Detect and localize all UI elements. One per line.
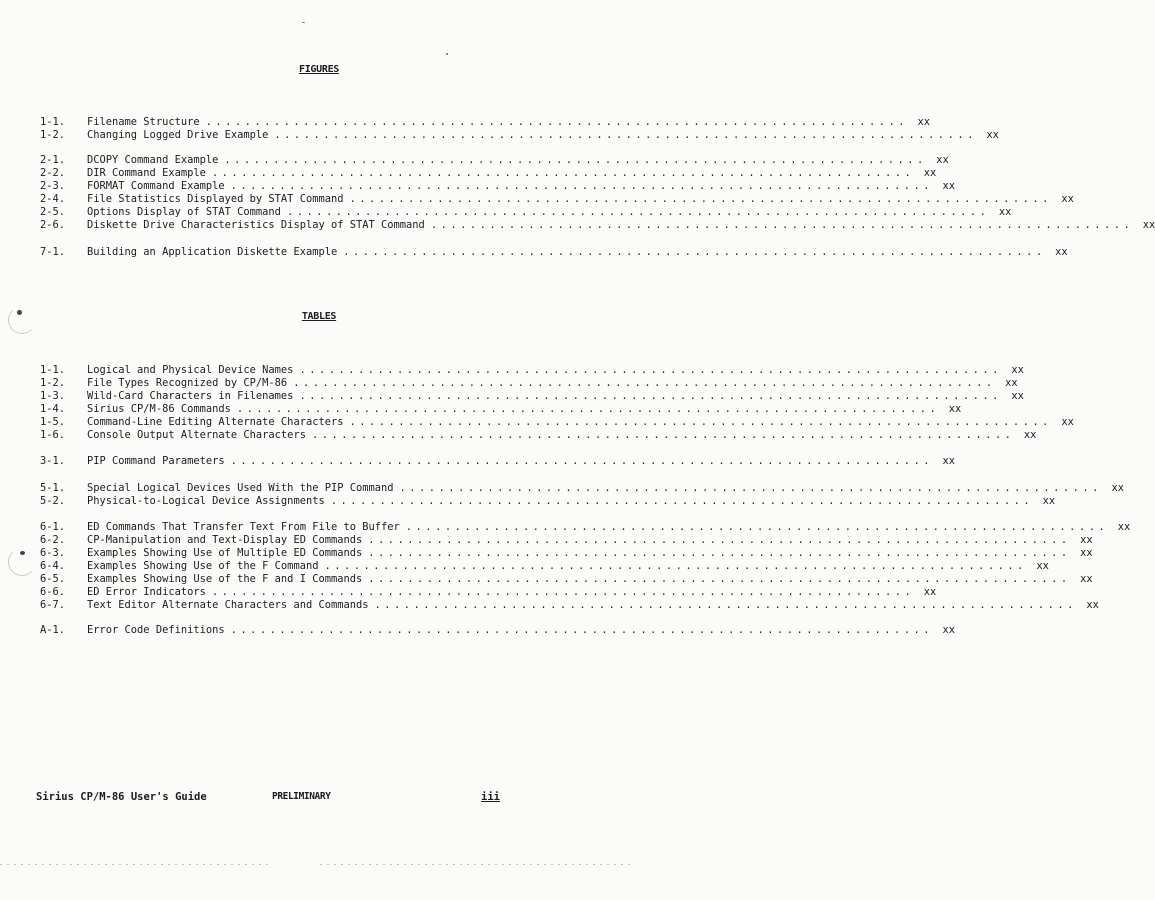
entry-number: 2-5. [40, 206, 66, 218]
entry-title: Special Logical Devices Used With the PIP Command [87, 482, 394, 494]
entry-title: File Statistics Displayed by STAT Command [87, 193, 344, 205]
entry-title: FORMAT Command Example [87, 180, 225, 192]
entry-title: Examples Showing Use of Multiple ED Commands [87, 547, 363, 559]
entry-number: 2-3. [40, 180, 66, 192]
figure-entry [40, 245, 1068, 259]
entry-number: A-1. [40, 624, 66, 636]
entry-page: xx [1061, 416, 1074, 428]
entry-number: 7-1. [40, 246, 66, 258]
tables-heading: TABLES [301, 311, 337, 322]
entry-page: xx [1086, 599, 1099, 611]
table-entry [40, 402, 962, 416]
entry-number: 3-1. [40, 455, 66, 467]
entry-title: PIP Command Parameters [87, 455, 225, 467]
dot-leader: ........................................................................ [349, 193, 1052, 205]
dot-leader: ........................................................................ [374, 599, 1077, 611]
table-entry [40, 533, 1093, 547]
entry-number: 6-3. [40, 547, 66, 559]
figure-entry [40, 128, 999, 142]
scan-speck [302, 22, 305, 23]
entry-title: File Types Recognized by CP/M-86 [87, 377, 288, 389]
scan-edge-noise [320, 864, 630, 865]
entry-number: 1-6. [40, 429, 66, 441]
entry-number: 1-4. [40, 403, 66, 415]
dot-leader: ........................................................................ [236, 403, 940, 415]
entry-number: 2-2. [40, 167, 66, 179]
figure-entry [40, 166, 937, 180]
entry-number: 1-2. [40, 377, 66, 389]
table-entry [40, 363, 1024, 377]
entry-number: 6-5. [40, 573, 66, 585]
entry-page: xx [986, 129, 999, 141]
entry-page: xx [1042, 495, 1056, 507]
table-entry [40, 520, 1131, 534]
entry-title: Error Code Definitions [87, 624, 225, 636]
figure-entry [40, 192, 1074, 206]
dot-leader: ........................................................................ [211, 167, 915, 179]
entry-title: Console Output Alternate Characters [87, 429, 306, 441]
table-entry [40, 389, 1024, 403]
entry-page: xx [923, 586, 937, 598]
dot-leader: ........................................................................ [330, 495, 1034, 507]
entry-page: xx [1011, 364, 1024, 376]
dot-leader: ........................................................................ [230, 455, 934, 467]
dot-leader: ........................................................................ [368, 573, 1071, 585]
entry-page: xx [1080, 573, 1093, 585]
dot-leader: ........................................................................ [293, 377, 996, 389]
dot-leader: ........................................................................ [299, 364, 1002, 376]
entry-page: xx [1036, 560, 1049, 572]
entry-title: Command-Line Editing Alternate Characters [87, 416, 344, 428]
entry-title: ED Error Indicators [87, 586, 206, 598]
figure-entry [40, 218, 1155, 232]
entry-number: 5-1. [40, 482, 66, 494]
dot-leader: ........................................................................ [399, 482, 1102, 494]
dot-leader: ........................................................................ [405, 521, 1109, 533]
entry-number: 5-2. [40, 495, 66, 507]
entry-page: xx [1080, 534, 1093, 546]
entry-title: ED Commands That Transfer Text From File to Buffer [87, 521, 400, 533]
entry-page: xx [998, 206, 1012, 218]
entry-page: xx [1142, 219, 1155, 231]
figure-entry [40, 153, 949, 167]
table-entry [40, 428, 1037, 442]
entry-title: Wild-Card Characters in Filenames [87, 390, 294, 402]
entry-page: xx [1061, 193, 1074, 205]
entry-number: 2-6. [40, 219, 66, 231]
entry-number: 2-4. [40, 193, 66, 205]
entry-number: 1-1. [40, 116, 66, 128]
figures-heading: FIGURES [298, 64, 340, 75]
table-entry [40, 546, 1093, 560]
footer-preliminary-label: PRELIMINARY [272, 791, 331, 802]
table-entry [40, 481, 1124, 495]
entry-page: xx [1080, 547, 1093, 559]
entry-page: xx [1111, 482, 1124, 494]
entry-title: Physical-to-Logical Device Assignments [87, 495, 325, 507]
entry-title: DIR Command Example [87, 167, 206, 179]
footer-document-title: Sirius CP/M-86 User's Guide [36, 791, 207, 803]
table-entry [40, 376, 1018, 390]
entry-title: Building an Application Diskette Example [87, 246, 338, 258]
figure-entry [40, 115, 931, 129]
dot-leader: ........................................................................ [299, 390, 1002, 402]
entry-number: 1-2. [40, 129, 66, 141]
entry-title: Diskette Drive Characteristics Display of STAT Command [87, 219, 425, 231]
entry-number: 1-5. [40, 416, 66, 428]
scan-speck [20, 551, 25, 555]
entry-page: xx [936, 154, 949, 166]
entry-page: xx [1055, 246, 1068, 258]
entry-number: 2-1. [40, 154, 66, 166]
entry-page: xx [948, 403, 962, 415]
dot-leader: ........................................................................ [343, 246, 1046, 258]
table-entry [40, 559, 1049, 573]
table-entry [40, 585, 937, 599]
punch-hole-mark [8, 306, 36, 334]
entry-title: Filename Structure [87, 116, 200, 128]
entry-title: Sirius CP/M-86 Commands [87, 403, 231, 415]
table-entry [40, 494, 1056, 508]
dot-leader: ........................................................................ [368, 534, 1071, 546]
entry-number: 6-2. [40, 534, 66, 546]
dot-leader: ........................................................................ [324, 560, 1027, 572]
entry-number: 6-1. [40, 521, 66, 533]
dot-leader: ........................................................................ [230, 624, 934, 636]
entry-number: 6-6. [40, 586, 66, 598]
figure-entry [40, 179, 956, 193]
entry-page: xx [923, 167, 937, 179]
dot-leader: ........................................................................ [368, 547, 1071, 559]
entry-number: 1-3. [40, 390, 66, 402]
entry-page: xx [942, 180, 956, 192]
entry-title: Examples Showing Use of the F Command [87, 560, 319, 572]
entry-page: xx [917, 116, 931, 128]
dot-leader: ........................................................................ [205, 116, 909, 128]
entry-page: xx [942, 624, 956, 636]
footer-page-number: iii [481, 791, 500, 803]
table-entry [40, 623, 956, 637]
dot-leader: ........................................................................ [224, 154, 927, 166]
dot-leader: ........................................................................ [211, 586, 915, 598]
table-entry [40, 454, 956, 468]
dot-leader: ........................................................................ [274, 129, 977, 141]
dot-leader: ........................................................................ [286, 206, 990, 218]
dot-leader: ........................................................................ [349, 416, 1052, 428]
entry-title: CP-Manipulation and Text-Display ED Commands [87, 534, 363, 546]
table-entry [40, 598, 1099, 612]
dot-leader: ........................................................................ [430, 219, 1134, 231]
entry-title: DCOPY Command Example [87, 154, 219, 166]
entry-page: xx [1117, 521, 1131, 533]
scan-edge-noise [0, 864, 270, 865]
figure-entry [40, 205, 1012, 219]
scan-speck [17, 310, 22, 315]
entry-page: xx [1023, 429, 1037, 441]
scan-speck [446, 53, 448, 55]
entry-title: Examples Showing Use of the F and I Commands [87, 573, 363, 585]
entry-title: Text Editor Alternate Characters and Commands [87, 599, 369, 611]
entry-number: 6-7. [40, 599, 66, 611]
entry-title: Changing Logged Drive Example [87, 129, 269, 141]
dot-leader: ........................................................................ [311, 429, 1015, 441]
entry-title: Logical and Physical Device Names [87, 364, 294, 376]
entry-title: Options Display of STAT Command [87, 206, 281, 218]
table-entry [40, 415, 1074, 429]
entry-page: xx [1005, 377, 1018, 389]
dot-leader: ........................................................................ [230, 180, 934, 192]
entry-page: xx [942, 455, 956, 467]
table-entry [40, 572, 1093, 586]
entry-number: 6-4. [40, 560, 66, 572]
entry-page: xx [1011, 390, 1024, 402]
entry-number: 1-1. [40, 364, 66, 376]
